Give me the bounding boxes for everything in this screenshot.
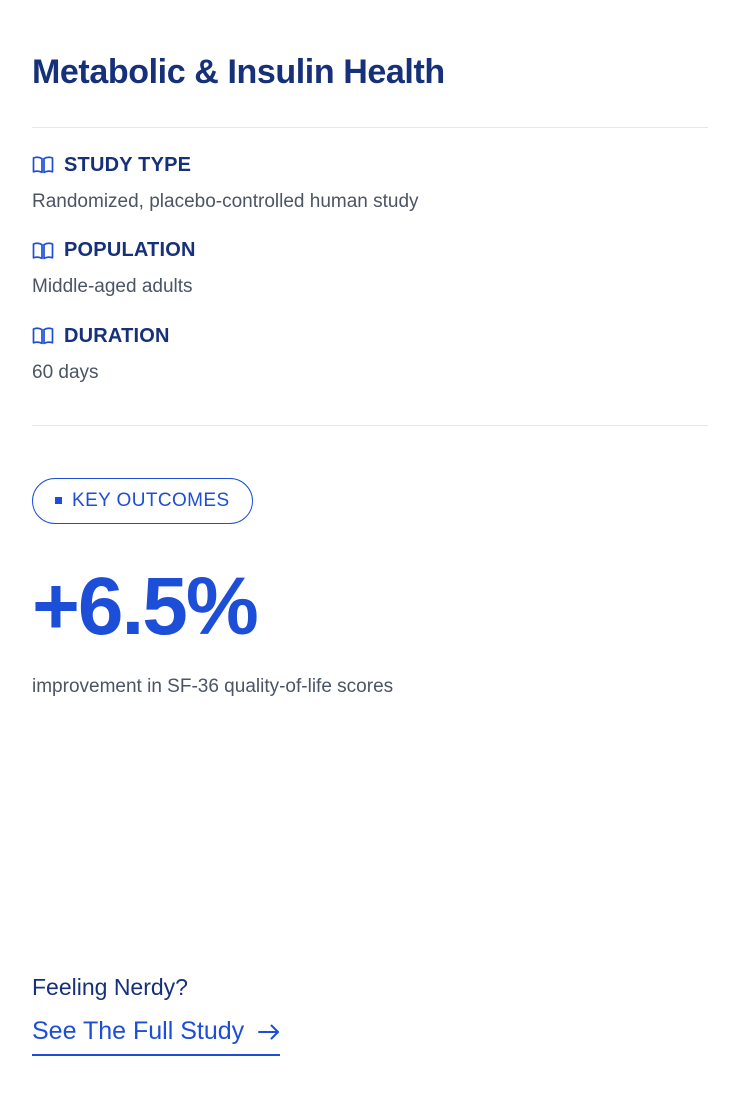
meta-head [32, 154, 708, 177]
meta-label: DURATION [64, 324, 170, 347]
key-outcomes-section [32, 426, 708, 701]
meta-item-study-type [32, 154, 708, 216]
study-meta-list [32, 128, 708, 411]
book-icon [32, 326, 54, 346]
footer-title: Feeling Nerdy? [32, 974, 188, 1000]
footer-section [32, 974, 708, 1102]
meta-head [32, 239, 708, 262]
key-stat-value: +6.5% [32, 560, 257, 652]
meta-value: 60 days [32, 361, 99, 383]
arrow-right-icon [258, 1023, 280, 1041]
meta-label: STUDY TYPE [64, 153, 192, 176]
book-icon [32, 241, 54, 261]
meta-label: POPULATION [64, 239, 196, 262]
square-dot-icon [55, 497, 62, 504]
page-title: Metabolic & Insulin Health [32, 53, 445, 91]
meta-item-population [32, 239, 708, 301]
meta-value: Randomized, placebo-controlled human study [32, 190, 419, 212]
key-stat-description: improvement in SF-36 quality-of-life scores [32, 675, 394, 697]
key-outcomes-label: KEY OUTCOMES [72, 489, 230, 511]
meta-head [32, 325, 708, 348]
see-full-study-label: See The Full Study [32, 1017, 245, 1045]
see-full-study-link[interactable] [32, 1017, 280, 1056]
key-outcomes-badge [32, 478, 253, 524]
meta-value: Middle-aged adults [32, 276, 193, 298]
meta-item-duration [32, 325, 708, 387]
book-icon [32, 155, 54, 175]
